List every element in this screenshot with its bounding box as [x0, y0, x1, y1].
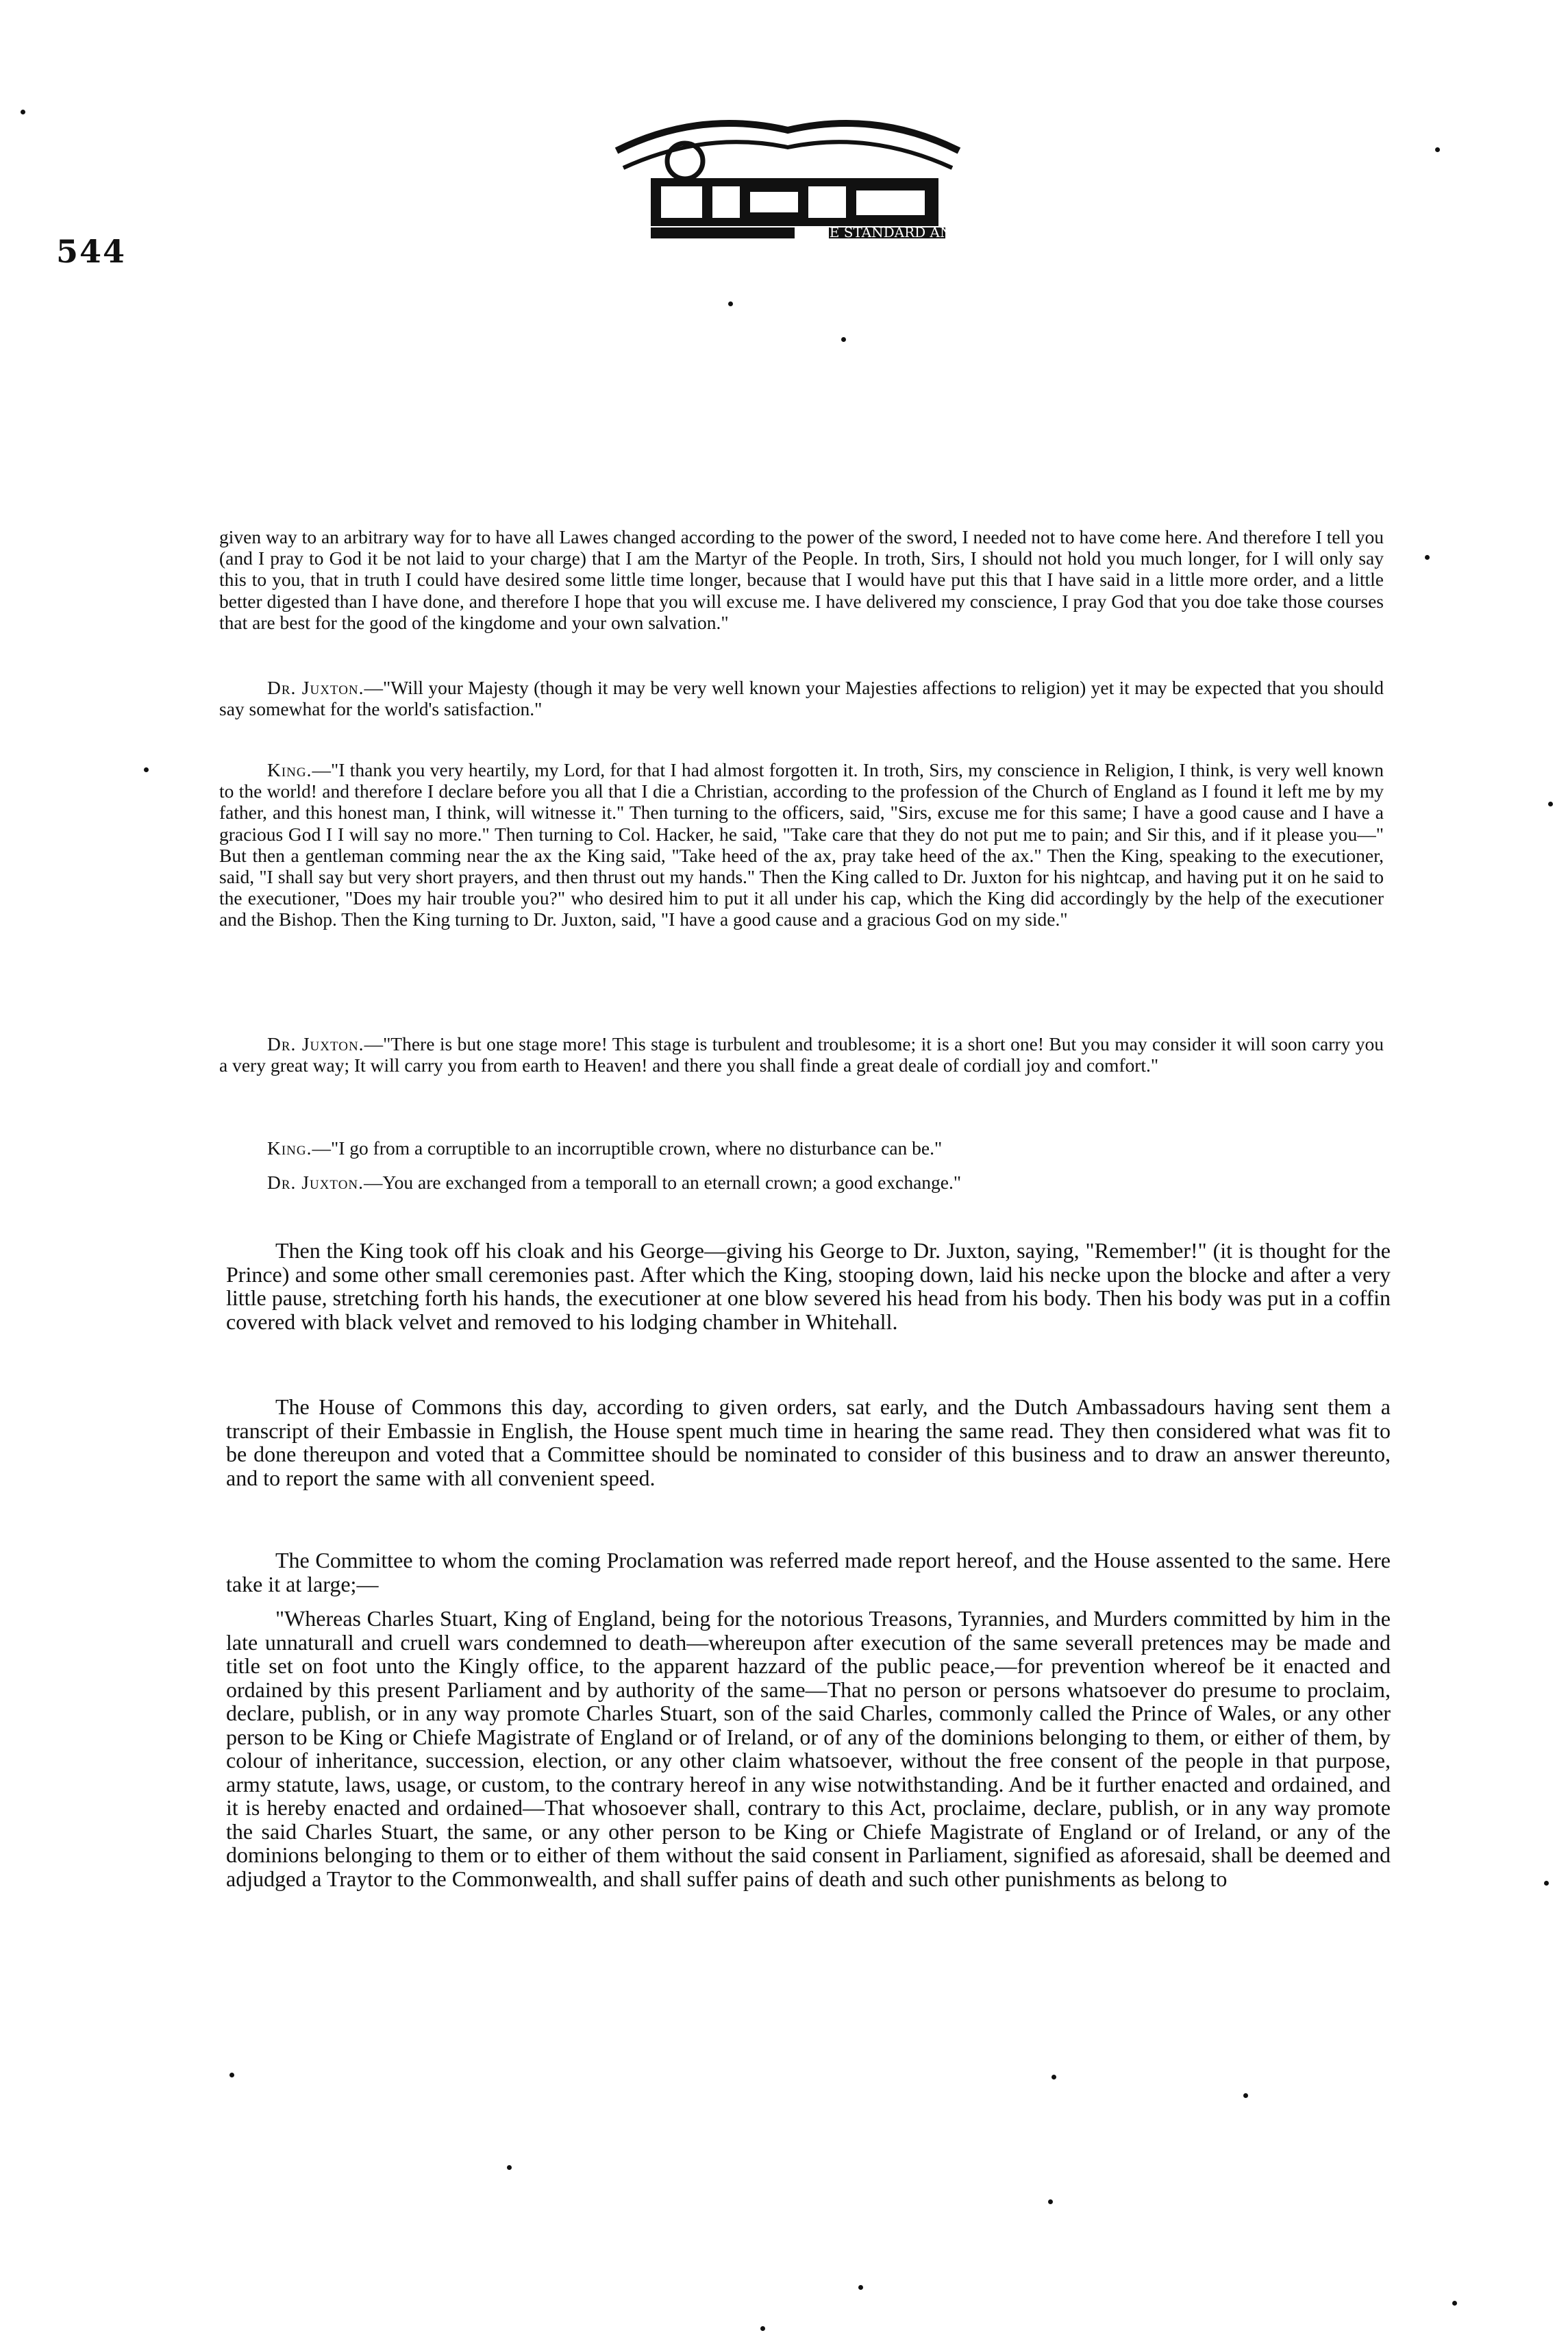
scan-speck — [760, 2326, 765, 2331]
scan-speck — [507, 2165, 512, 2170]
speaker-label: Dr. Juxton. — [267, 677, 364, 698]
paragraph — [219, 1172, 1384, 1193]
paragraph: Then the King took off his cloak and his George—giving his George to Dr. Juxton, saying, "Remember!" (it is thought for the Prince) and some other small ceremonies past. After which the King, stooping down, laid his necke upon the blocke and after a very little pause, stretching forth his hands, the executioner at one blow severed his head from his body. Then his body was put in a coffin covered with black velvet and removed to his lodging chamber in Whitehall. — [226, 1238, 1391, 1334]
masthead-logo — [603, 103, 1037, 247]
scan-speck — [144, 767, 149, 772]
king-speech-1 — [219, 759, 1384, 930]
masthead-text: THE STANDARD AND JOURNAL — [808, 224, 1037, 240]
scan-speck — [1051, 2075, 1056, 2079]
scan-speck — [1048, 2199, 1053, 2204]
paragraph: "Whereas Charles Stuart, King of England, being for the notorious Treasons, Tyrannies, and Murders committed by him in the late unnaturall and cruell wars condemned to death—whereupon after execution of the same severall pretences may be made and title set on foot unto the Kingly office, to the apparent hazzard of the public peace,—for prevention whereof be it enacted and ordained by this present Parliament and by authority of the same—That no person or persons whatsoever do presume to proclaim, declare, publish, or in any way promote Charles Stuart, son of the said Charles, commonly called the Prince of Wales, or any other person to be King or Chiefe Magistrate of England or of Ireland, or of any of the dominions belonging to them, or either of them, by colour of inheritance, succession, election, or any other claim whatsoever, without the free consent of the people in that purpose, army statute, laws, usage, or custom, to the contrary hereof in any wise notwithstanding. And be it further enacted and ordained, and it is hereby enacted and ordained—That whosoever shall, contrary to this Act, proclaime, declare, publish, or in any way promote the said Charles Stuart, the same, or any other person to be King or Chiefe Magistrate of England or of Ireland, or any of the dominions belonging to them or to either of them without the said consent in Parliament, signified as aforesaid, shall be deemed and adjudged a Traytor to the Commonwealth, and shall suffer pains of death and such other punishments as belong to — [226, 1606, 1391, 1891]
king-speech-2 — [219, 1137, 1384, 1159]
speech-text: —"I thank you very heartily, my Lord, for that I had almost forgotten it. In troth, Sirs, my conscience in Religion, I think, is very well known to the world! and therefore I declare before you all that I die a Christian, according to the profession of the Church of England as I found it left me by my father, and this honest man, I think, will witnesse it." Then turning to the officers, said, "Sirs, excuse me for this same; I have a good cause and I have a gracious God I I will say no more." Then turning to Col. Hacker, he said, "Take care that they do not put me to pain; and Sir this, and if it please you—" But then a gentleman comming near the ax the King said, "Take heed of the ax, pray take heed of the ax." Then the King, speaking to the executioner, said, "I shall say but very short prayers, and then thrust out my hands." Then the King called to Dr. Juxton for his nightcap, and having put it on he said to the executioner, "Does my hair trouble you?" who desired him to put it all under his cap, which the King did accordingly by the help of the executioner and the Bishop. Then the King turning to Dr. Juxton, said, "I have a good cause and a gracious God on my side." — [219, 759, 1384, 930]
speech-text: —"There is but one stage more! This stage is turbulent and troublesome; it is a short one! But you may consider it will soon carry you a very great way; It will carry you from earth to Heaven! and there you shall finde a great deale of cordiall joy and comfort." — [219, 1033, 1384, 1076]
paragraph: given way to an arbitrary way for to have all Lawes changed according to the power of the sword, I needed not to have come here. And therefore I tell you (and I pray to God it be not laid to your charge) that I am the Martyr of the People. In troth, Sirs, I should not hold you much longer, for I will only say this to you, that in truth I could have desired some little time longer, because that I would have put this that I have said in a little more order, and a little better digested than I have done, and therefore I hope that you will excuse me. I have delivered my conscience, I pray God that you doe take those courses that are best for the good of the kingdome and your own salvation." — [219, 526, 1384, 633]
paragraph: The Committee to whom the coming Proclamation was referred made report hereof, and the House assented to the same. Here take it at large;— — [226, 1548, 1391, 1596]
scan-speck — [1243, 2093, 1248, 2098]
speaker-label: Dr. Juxton. — [267, 1033, 364, 1054]
scan-speck — [1452, 2301, 1457, 2306]
committee-paragraph — [226, 1548, 1391, 1596]
scan-speck — [728, 301, 733, 306]
king-closing-speech — [219, 526, 1384, 633]
scan-speck — [229, 2073, 234, 2077]
scan-speck — [858, 2285, 863, 2290]
speech-text: —You are exchanged from a temporall to an eternall crown; a good exchange." — [364, 1172, 962, 1193]
juxton-speech-3 — [219, 1172, 1384, 1193]
speech-text: —"Will your Majesty (though it may be very well known your Majesties affections to religion) yet it may be expected that you should say somewhat for the world's satisfaction." — [219, 677, 1384, 720]
speaker-label: King. — [267, 759, 312, 780]
commons-paragraph — [226, 1395, 1391, 1490]
juxton-speech-1 — [219, 677, 1384, 719]
page-number: 544 — [56, 233, 127, 270]
scan-speck — [841, 337, 846, 342]
paragraph — [219, 677, 1384, 719]
scan-speck — [1548, 802, 1553, 806]
proclamation-paragraph — [226, 1607, 1391, 1890]
scan-speck — [1544, 1881, 1549, 1886]
scan-speck — [1425, 555, 1430, 560]
paragraph — [219, 1033, 1384, 1076]
paragraph — [219, 1137, 1384, 1159]
juxton-speech-2 — [219, 1033, 1384, 1076]
scan-speck — [1435, 147, 1440, 152]
speaker-label: King. — [267, 1137, 312, 1159]
execution-paragraph — [226, 1239, 1391, 1333]
paragraph — [219, 759, 1384, 930]
speaker-label: Dr. Juxton. — [267, 1172, 364, 1193]
speech-text: —"I go from a corruptible to an incorruptible crown, where no disturbance can be." — [312, 1137, 943, 1159]
scan-speck — [21, 110, 25, 114]
paragraph: The House of Commons this day, according to given orders, sat early, and the Dutch Ambassadours having sent them a transcript of their Embassie in English, the House spent much time in hearing the same read. They then considered what was fit to be done thereupon and voted that a Committee should be nominated to consider of this business and to draw an answer thereunto, and to report the same with all convenient speed. — [226, 1394, 1391, 1490]
